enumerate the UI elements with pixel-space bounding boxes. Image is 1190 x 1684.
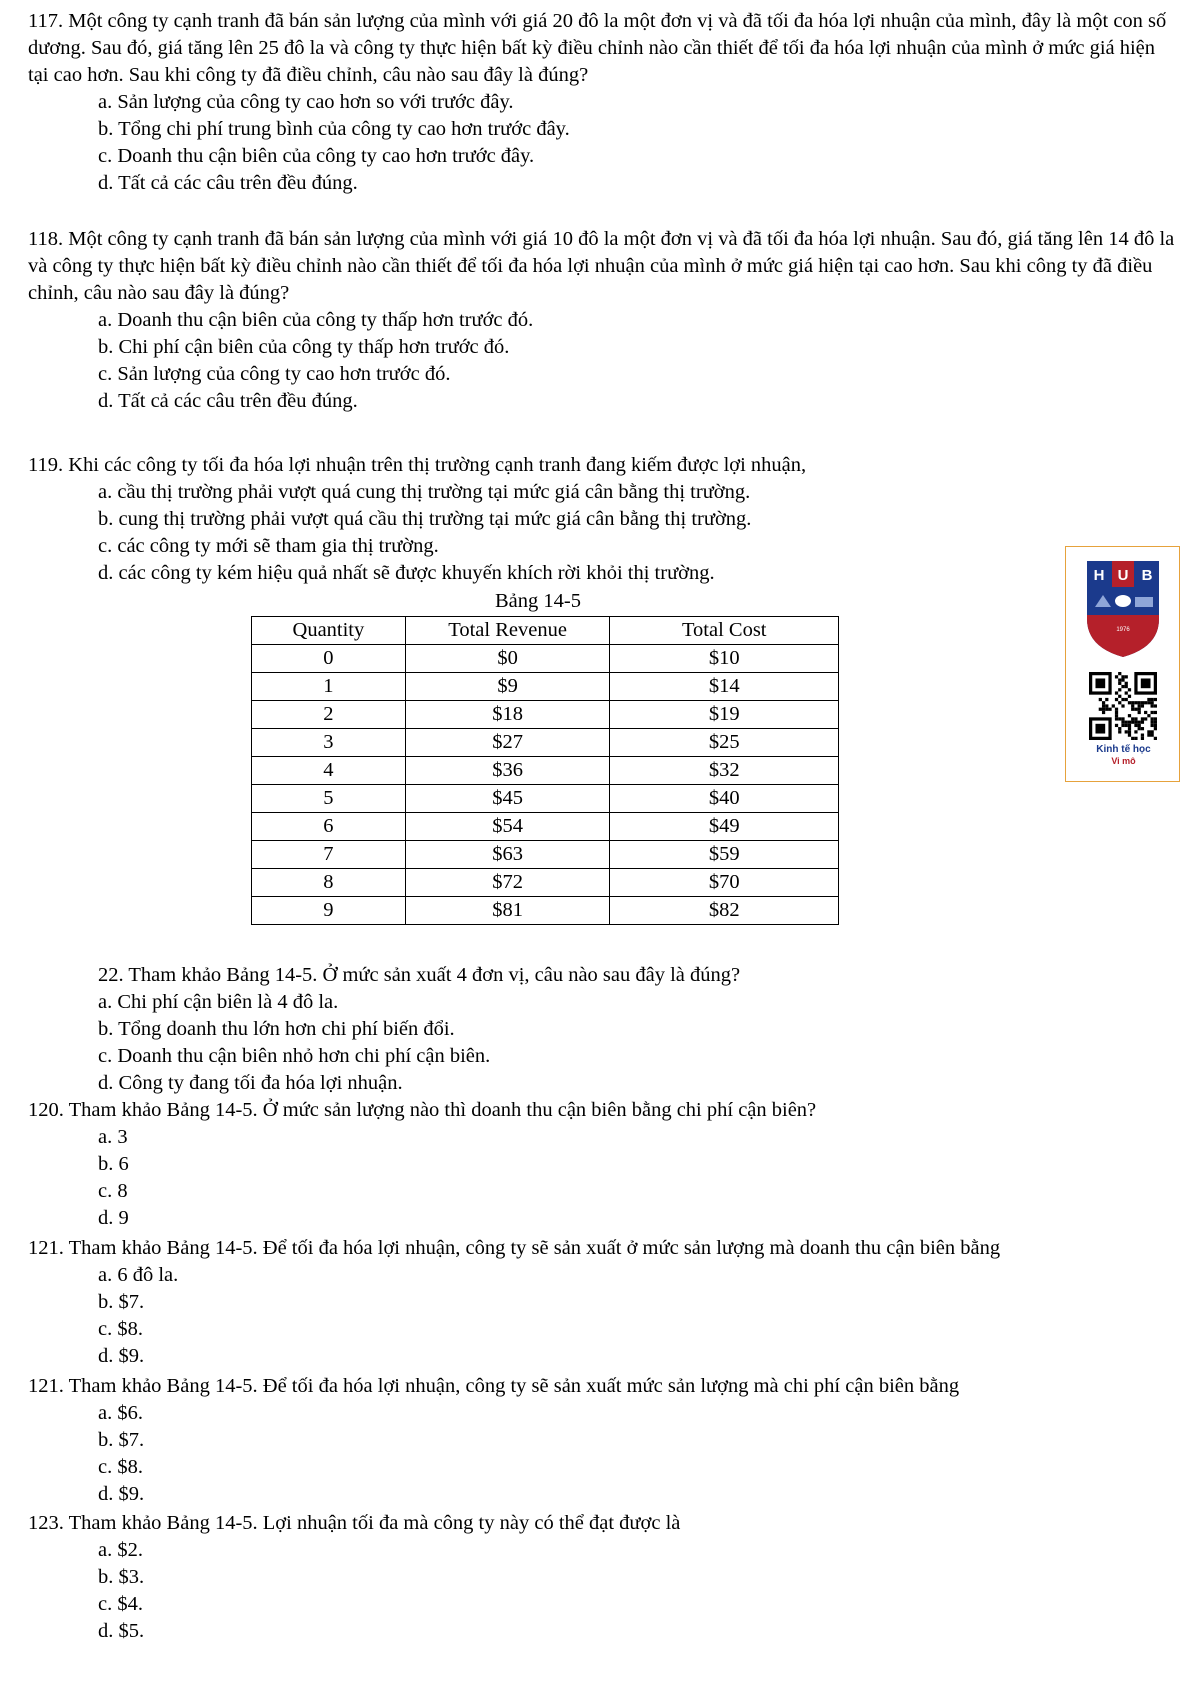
header-quantity: Quantity — [252, 617, 406, 645]
option-a: a. Sản lượng của công ty cao hơn so với trước đây. — [98, 91, 514, 113]
logo-subtitle-2: Vi mô — [1111, 756, 1136, 766]
table-row — [252, 813, 839, 841]
cell-total-revenue: $36 — [405, 757, 610, 785]
option-d: d. Công ty đang tối đa hóa lợi nhuận. — [98, 1072, 403, 1094]
option-c: c. Doanh thu cận biên nhỏ hơn chi phí cận biên. — [98, 1045, 491, 1067]
table-caption: Bảng 14-5 — [495, 590, 581, 612]
cell-quantity: 3 — [252, 729, 406, 757]
cell-total-cost: $59 — [610, 841, 839, 869]
table-row — [252, 729, 839, 757]
cell-total-revenue: $81 — [405, 897, 610, 925]
option-b: b. cung thị trường phải vượt quá cầu thị trường tại mức giá cân bằng thị trường. — [98, 508, 752, 530]
cell-total-cost: $82 — [610, 897, 839, 925]
option-c: c. 8 — [98, 1180, 128, 1202]
logo-subtitle: Kinh tế học — [1096, 744, 1151, 755]
cell-total-cost: $19 — [610, 701, 839, 729]
cell-total-revenue: $9 — [405, 673, 610, 701]
question-stem: 117. Một công ty cạnh tranh đã bán sản lượng của mình với giá 20 đô la một đơn vị và đã tối đa hóa lợi nhuận của mình, đây là một con số dương. Sau đó, giá tăng lên 25 đô la và công ty thực hiện bất kỳ điều chỉnh nào cần thiết để tối đa hóa lợi nhuận của mình ở mức giá hiện tại cao hơn. Sau khi công ty đã điều chỉnh, câu nào sau đây là đúng? — [28, 10, 1167, 86]
table-row — [252, 869, 839, 897]
cell-total-revenue: $63 — [405, 841, 610, 869]
option-c: c. $8. — [98, 1318, 143, 1340]
option-a: a. Chi phí cận biên là 4 đô la. — [98, 991, 339, 1013]
cell-total-revenue: $45 — [405, 785, 610, 813]
hub-shield-logo — [1085, 559, 1161, 659]
option-a: a. 3 — [98, 1126, 128, 1148]
header-total-cost: Total Cost — [610, 617, 839, 645]
cell-total-cost: $14 — [610, 673, 839, 701]
option-d: d. 9 — [98, 1207, 129, 1229]
option-b: b. $7. — [98, 1291, 145, 1313]
question-stem: 121. Tham khảo Bảng 14-5. Để tối đa hóa lợi nhuận, công ty sẽ sản xuất mức sản lượng mà chi phí cận biên bằng — [28, 1375, 960, 1397]
option-d: d. $9. — [98, 1483, 145, 1505]
table-14-5 — [251, 616, 839, 925]
logo-letter-u: U — [1117, 567, 1129, 584]
question-118 — [28, 226, 1178, 415]
table-row — [252, 701, 839, 729]
table-row — [252, 645, 839, 673]
question-120 — [28, 1097, 1178, 1232]
cell-total-cost: $40 — [610, 785, 839, 813]
option-b: b. Tổng doanh thu lớn hơn chi phí biến đổi. — [98, 1018, 455, 1040]
option-d: d. các công ty kém hiệu quả nhất sẽ được khuyến khích rời khỏi thị trường. — [98, 562, 715, 584]
table-row — [252, 757, 839, 785]
option-b: b. $3. — [98, 1566, 145, 1588]
option-b: b. Chi phí cận biên của công ty thấp hơn trước đó. — [98, 336, 510, 358]
table-row — [252, 841, 839, 869]
logo-letter-h: H — [1093, 567, 1105, 584]
option-c: c. Doanh thu cận biên của công ty cao hơn trước đây. — [98, 145, 535, 167]
cell-quantity: 8 — [252, 869, 406, 897]
cell-quantity: 5 — [252, 785, 406, 813]
option-a: a. cầu thị trường phải vượt quá cung thị trường tại mức giá cân bằng thị trường. — [98, 481, 751, 503]
option-a: a. Doanh thu cận biên của công ty thấp hơn trước đó. — [98, 309, 534, 331]
question-stem: 120. Tham khảo Bảng 14-5. Ở mức sản lượng nào thì doanh thu cận biên bằng chi phí cận biên? — [28, 1099, 817, 1121]
cell-total-cost: $10 — [610, 645, 839, 673]
question-119 — [28, 452, 1178, 587]
cell-quantity: 6 — [252, 813, 406, 841]
question-121-b — [28, 1373, 1178, 1508]
header-total-revenue: Total Revenue — [405, 617, 610, 645]
option-b: b. Tổng chi phí trung bình của công ty cao hơn trước đây. — [98, 118, 570, 140]
question-stem: 123. Tham khảo Bảng 14-5. Lợi nhuận tối đa mà công ty này có thể đạt được là — [28, 1512, 681, 1534]
option-b: b. 6 — [98, 1153, 129, 1175]
cell-quantity: 4 — [252, 757, 406, 785]
table-row — [252, 785, 839, 813]
cell-total-revenue: $27 — [405, 729, 610, 757]
qr-code-icon — [1089, 672, 1157, 740]
cell-total-revenue: $72 — [405, 869, 610, 897]
cell-quantity: 7 — [252, 841, 406, 869]
question-stem: 22. Tham khảo Bảng 14-5. Ở mức sản xuất 4 đơn vị, câu nào sau đây là đúng? — [98, 964, 741, 986]
option-a: a. $2. — [98, 1539, 143, 1561]
cell-quantity: 2 — [252, 701, 406, 729]
question-stem: 118. Một công ty cạnh tranh đã bán sản lượng của mình với giá 10 đô la một đơn vị và đã tối đa hóa lợi nhuận. Sau đó, giá tăng lên 14 đô la và công ty thực hiện bất kỳ điều chỉnh nào cần thiết để tối đa hóa lợi nhuận của mình ở mức giá hiện tại cao hơn. Sau khi công ty đã điều chỉnh, câu nào sau đây là đúng? — [28, 228, 1175, 304]
cell-quantity: 9 — [252, 897, 406, 925]
question-121-a — [28, 1235, 1178, 1370]
table-row — [252, 897, 839, 925]
hub-logo-card — [1065, 546, 1180, 782]
cell-total-cost: $32 — [610, 757, 839, 785]
table-row — [252, 673, 839, 701]
option-d: d. $5. — [98, 1620, 145, 1642]
cell-quantity: 0 — [252, 645, 406, 673]
cell-total-cost: $70 — [610, 869, 839, 897]
option-d: d. Tất cả các câu trên đều đúng. — [98, 390, 358, 412]
option-d: d. Tất cả các câu trên đều đúng. — [98, 172, 358, 194]
option-a: a. 6 đô la. — [98, 1264, 179, 1286]
question-22 — [28, 962, 1178, 1097]
option-a: a. $6. — [98, 1402, 143, 1424]
cell-quantity: 1 — [252, 673, 406, 701]
cell-total-cost: $25 — [610, 729, 839, 757]
cell-total-revenue: $18 — [405, 701, 610, 729]
question-117 — [28, 8, 1178, 197]
logo-year: 1976 — [1116, 627, 1130, 633]
option-b: b. $7. — [98, 1429, 145, 1451]
cell-total-revenue: $0 — [405, 645, 610, 673]
question-stem: 119. Khi các công ty tối đa hóa lợi nhuận trên thị trường cạnh tranh đang kiếm được lợi nhuận, — [28, 454, 807, 476]
option-d: d. $9. — [98, 1345, 145, 1367]
logo-letter-b: B — [1141, 567, 1153, 584]
cell-total-revenue: $54 — [405, 813, 610, 841]
cell-total-cost: $49 — [610, 813, 839, 841]
option-c: c. $8. — [98, 1456, 143, 1478]
option-c: c. Sản lượng của công ty cao hơn trước đó. — [98, 363, 451, 385]
option-c: c. các công ty mới sẽ tham gia thị trường. — [98, 535, 439, 557]
option-c: c. $4. — [98, 1593, 143, 1615]
table-header-row — [252, 617, 839, 645]
question-123 — [28, 1510, 1178, 1645]
question-stem: 121. Tham khảo Bảng 14-5. Để tối đa hóa lợi nhuận, công ty sẽ sản xuất ở mức sản lượng mà doanh thu cận biên bằng — [28, 1237, 1001, 1259]
